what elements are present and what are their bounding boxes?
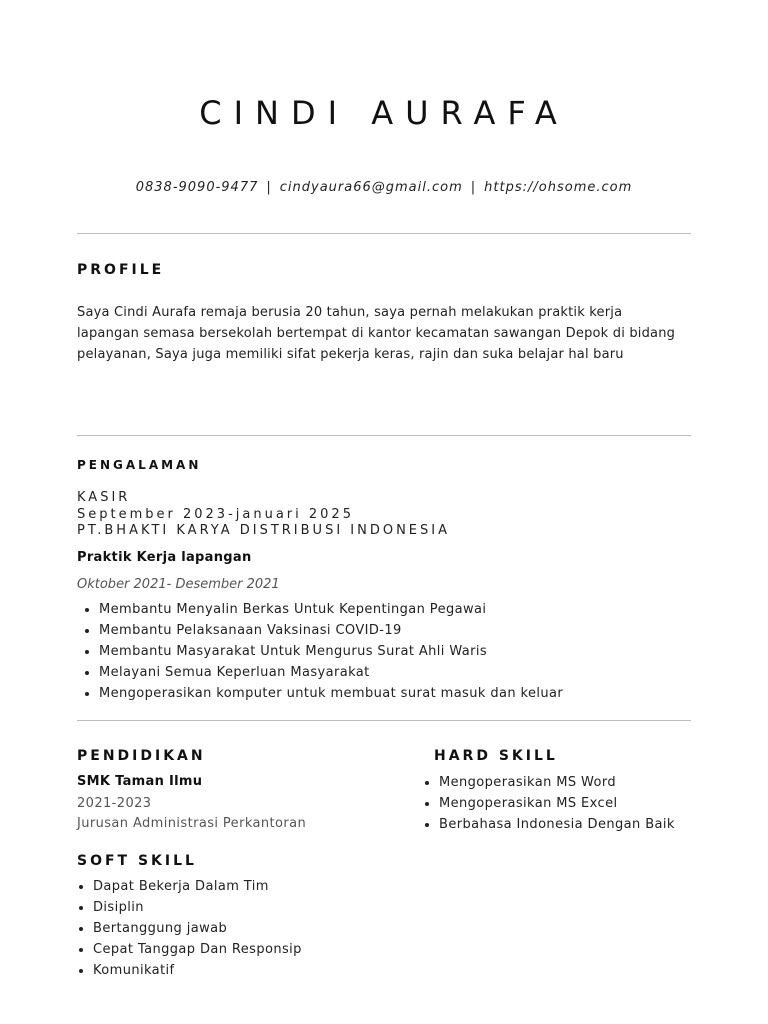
- list-item: • Dapat Bekerja Dalam Tim: [93, 876, 302, 897]
- email-address: cindyaura66@gmail.com: [279, 180, 463, 195]
- profile-heading: PROFILE: [77, 262, 165, 278]
- internship-title: Praktik Kerja lapangan: [77, 550, 252, 565]
- experience-heading: PENGALAMAN: [77, 458, 202, 472]
- list-item: • Disiplin: [93, 897, 302, 918]
- list-item: • Mengoperasikan komputer untuk membuat surat masuk dan keluar: [99, 683, 563, 704]
- list-item: • Cepat Tanggap Dan Responsip: [93, 939, 302, 960]
- job-company: PT.BHAKTI KARYA DISTRIBUSI INDONESIA: [77, 523, 451, 538]
- list-item: • Bertanggung jawab: [93, 918, 302, 939]
- profile-text: Saya Cindi Aurafa remaja berusia 20 tahun, saya pernah melakukan praktik kerja lapangan semasa bersekolah bertempat di kantor kecamatan sawangan Depok di bidang pelayanan, Saya juga memiliki sifat pekerja keras, rajin dan suka belajar hal baru: [77, 305, 676, 362]
- list-item: • Membantu Menyalin Berkas Untuk Kepentingan Pegawai: [99, 599, 563, 620]
- internship-task-list: [77, 599, 563, 704]
- soft-skill-heading: SOFT SKILL: [77, 853, 197, 869]
- divider-top: [77, 233, 691, 234]
- phone-number: 0838-9090-9477: [135, 180, 259, 195]
- resume-name: CINDI AURAFA: [199, 94, 569, 132]
- school-name: SMK Taman Ilmu: [77, 774, 203, 789]
- contact-separator: |: [266, 180, 272, 195]
- divider-profile: [77, 435, 691, 436]
- list-item: • Mengoperasikan MS Word: [439, 772, 684, 793]
- education-heading: PENDIDIKAN: [77, 748, 206, 764]
- website-url: https://ohsome.com: [484, 180, 633, 195]
- list-item: • Membantu Pelaksanaan Vaksinasi COVID-19: [99, 620, 563, 641]
- job-period: September 2023-januari 2025: [77, 506, 354, 522]
- list-item: • Membantu Masyarakat Untuk Mengurus Surat Ahli Waris: [99, 641, 563, 662]
- soft-skill-list: [71, 876, 302, 981]
- education-major: Jurusan Administrasi Perkantoran: [77, 816, 307, 831]
- contact-line: [0, 180, 768, 195]
- list-item: • Komunikatif: [93, 960, 302, 981]
- list-item: • Melayani Semua Keperluan Masyarakat: [99, 662, 563, 683]
- job-block: [77, 490, 450, 540]
- divider-experience: [77, 720, 691, 721]
- internship-period: Oktober 2021- Desember 2021: [77, 577, 280, 592]
- contact-separator: |: [470, 180, 477, 195]
- job-title: KASIR: [77, 490, 131, 505]
- hard-skill-list: [417, 772, 684, 835]
- list-item: • Mengoperasikan MS Excel: [439, 793, 684, 814]
- hard-skill-heading: HARD SKILL: [434, 748, 558, 764]
- list-item: • Berbahasa Indonesia Dengan Baik: [439, 814, 684, 835]
- education-years: 2021-2023: [77, 796, 152, 811]
